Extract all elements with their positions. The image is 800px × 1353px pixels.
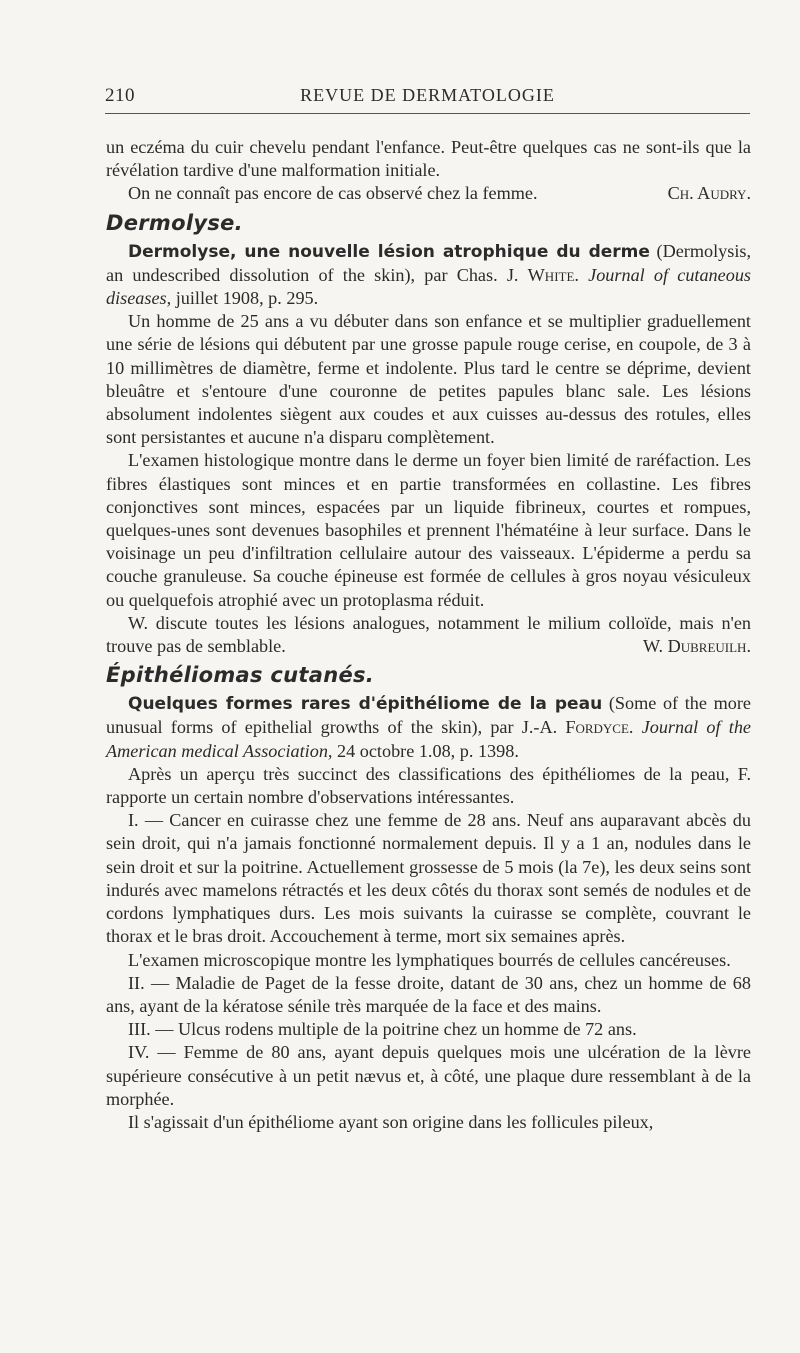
article-ref-text: 24 octobre 1.08, p. 1398.	[332, 740, 519, 761]
article-title: Quelques formes rares d'épithéliome de la peau	[128, 694, 603, 715]
article-author: Fordyce	[565, 717, 629, 738]
paragraph: L'examen microscopique montre les lymphatiques bourrés de cellules cancéreuses.	[128, 949, 731, 970]
article-ref-text: .	[574, 264, 589, 285]
author-signature: Ch. Audry.	[667, 183, 751, 204]
paragraph: Après un aperçu très succinct des classifications des épithéliomes de la peau, F. rapporte un certain nombre d'observations intéressantes.	[106, 763, 751, 808]
page-number: 210	[105, 85, 135, 106]
paragraph: II. — Maladie de Paget de la fesse droite, datant de 30 ans, chez un homme de 68 ans, ayant de la kératose sénile très marquée de la face et des mains.	[106, 972, 751, 1016]
section-title-dermolyse: Dermolyse.	[106, 210, 243, 235]
section-title-epitheliomas: Épithéliomas cutanés.	[106, 663, 375, 688]
paragraph-text: W. discute toutes les lésions analogues, notamment le milium colloïde, mais n'en trouve pas de semblable.	[106, 612, 751, 657]
article-ref-text: .	[628, 717, 642, 738]
paragraph: Il s'agissait d'un épithéliome ayant son origine dans les follicules pileux,	[128, 1111, 654, 1132]
article-reference	[106, 240, 751, 311]
paragraph: I. — Cancer en cuirasse chez une femme de 28 ans. Neuf ans auparavant abcès du sein droit, qui n'a jamais fonctionné normalement depuis. Il y a 1 an, nodules dans le sein droit et sur la poitrine. Actuellement grossesse de 5 mois (la 7e), les deux seins sont indurés avec mamelons rétractés et les deux côtés du thorax sont semés de nodules et de cordons lymphatiques durs. Les mois suivants la cuirasse se complète, couvrant le thorax et le bras droit. Accouchement à terme, mort six semaines après.	[106, 810, 751, 947]
paragraph-continuation: un eczéma du cuir chevelu pendant l'enfance. Peut-être quelques cas ne sont-ils que la révélation tardive d'une malformation initiale.	[106, 137, 751, 181]
article-ref-text: juillet 1908, p. 295.	[171, 288, 319, 309]
page-body	[106, 136, 751, 1134]
paragraph: L'examen histologique montre dans le derme un foyer bien limité de raréfaction. Les fibres élastiques sont minces et en partie transformées en collastine. Les fibres conjonctives sont minces, espacées par un liquide fibrineux, courtes et rompues, quelques-unes sont devenues basophiles et prennent l'hématéine à leur surface. Dans le voisinage un peu d'infiltration cellulaire autour des vaisseaux. L'épiderme a perdu sa couche granuleuse. Sa couche épineuse est formée de cellules à gros noyau vésiculeux ou quelquefois atrophié avec un protoplasma réduit.	[106, 450, 751, 610]
page-header	[105, 82, 750, 114]
author-signature: W. Dubreuilh.	[643, 636, 751, 657]
paragraph	[106, 612, 751, 658]
running-head: REVUE DE DERMATOLOGIE	[300, 85, 555, 105]
article-ref-text: (Dermolysis, an undescribed dissolution of the skin), par Chas. J.	[106, 240, 752, 285]
paragraph	[106, 182, 751, 205]
article-title: Dermolyse, une nouvelle lésion atrophique du derme	[128, 241, 650, 262]
paragraph: IV. — Femme de 80 ans, ayant depuis quelques mois une ulcération de la lèvre supérieure consécutive à un petit nævus et, à côté, une plaque dure ressemblant à de la morphée.	[106, 1042, 751, 1109]
article-ref-text: (Some of the more unusual forms of epithelial growths of the skin), par J.-A.	[106, 693, 751, 738]
paragraph-text: On ne connaît pas encore de cas observé chez la femme.	[128, 183, 538, 204]
header-rule	[105, 113, 750, 114]
journal-name: Journal of the American medical Association,	[106, 717, 752, 761]
article-reference	[106, 692, 751, 763]
paragraph: III. — Ulcus rodens multiple de la poitrine chez un homme de 72 ans.	[128, 1019, 637, 1040]
article-author: White	[527, 264, 575, 285]
journal-name: Journal of cutaneous diseases,	[106, 264, 751, 309]
paragraph: Un homme de 25 ans a vu débuter dans son enfance et se multiplier graduellement une série de lésions qui débutent par une grosse papule rouge cerise, en coupole, de 3 à 10 millimètres de diamètre, ferme et indolente. Plus tard le centre se déprime, devient bleuâtre et s'entoure d'une couronne de petites papules blanc sale. Les lésions absolument indolentes siègent aux coudes et aux cuisses au-dessus des rotules, elles sont persistantes et aucune n'a disparu complètement.	[106, 311, 751, 448]
